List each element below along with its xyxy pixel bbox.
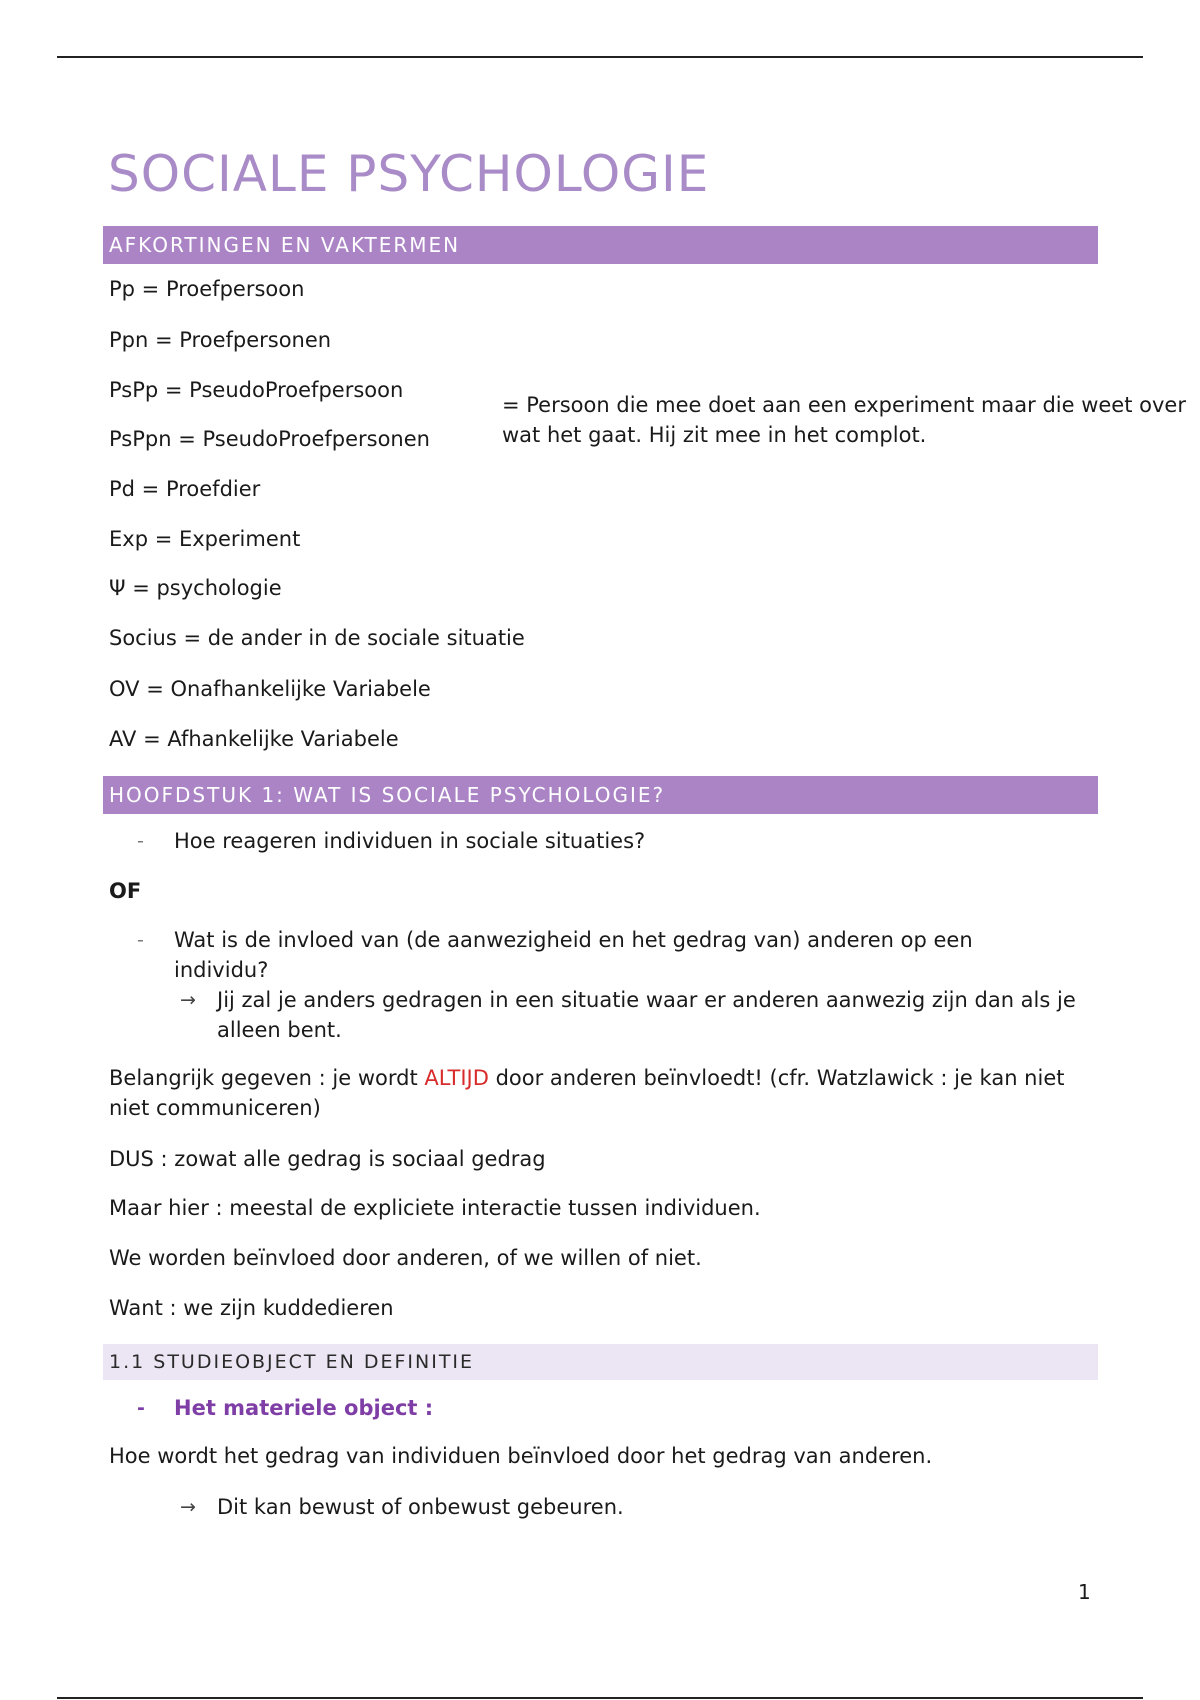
abbrev-exp: Exp = Experiment [109,527,301,551]
hoe-line: Hoe wordt het gedrag van individuen beïnvloed door het gedrag van anderen. [109,1444,933,1468]
abbrev-psppn: PsPpn = PseudoProefpersonen [109,427,430,451]
dus-line: DUS : zowat alle gedrag is sociaal gedrag [109,1147,546,1171]
question-1: Hoe reageren individuen in sociale situaties? [174,829,646,853]
or-label: OF [109,879,142,903]
abbrev-pspp: PsPp = PseudoProefpersoon [109,378,404,402]
maar-line: Maar hier : meestal de expliciete interactie tussen individuen. [109,1196,761,1220]
important-post: door anderen beïnvloedt! (cfr. Watzlawick : je kan niet niet communiceren) [109,1066,1065,1120]
section-heading-abbreviations: AFKORTINGEN EN VAKTERMEN [103,226,1098,264]
materiele-object-label: Het materiele object : [174,1396,434,1420]
section-heading-chapter1: HOOFDSTUK 1: WAT IS SOCIALE PSYCHOLOGIE? [103,776,1098,814]
abbrev-ov: OV = Onafhankelijke Variabele [109,677,431,701]
important-paragraph [109,1063,1099,1123]
bullet-dash-1: - [137,830,144,852]
question-2: Wat is de invloed van (de aanwezigheid en het gedrag van) anderen op een individu? [174,928,973,982]
we-line: We worden beïnvloed door anderen, of we willen of niet. [109,1246,702,1270]
arrow-icon-2: → [180,1496,196,1518]
bullet-dash-3: - [137,1397,145,1419]
abbrev-pd: Pd = Proefdier [109,477,261,501]
abbrev-pp: Pp = Proefpersoon [109,277,305,301]
arrow-icon-1: → [180,989,196,1011]
document-title: SOCIALE PSYCHOLOGIE [108,145,710,203]
abbrev-socius: Socius = de ander in de sociale situatie [109,626,525,650]
abbrev-psi: Ψ = psychologie [109,576,282,600]
bottom-rule [57,1697,1143,1699]
abbrev-av: AV = Afhankelijke Variabele [109,727,399,751]
page-number: 1 [1078,1580,1091,1604]
want-line: Want : we zijn kuddedieren [109,1296,394,1320]
bullet-dash-2: - [137,929,144,951]
arrow-note-1: Jij zal je anders gedragen in een situatie waar er anderen aanwezig zijn dan als je alleen bent. [217,988,1076,1042]
top-rule [57,56,1143,58]
important-emphasis: ALTIJD [424,1066,489,1090]
subsection-heading-1-1: 1.1 STUDIEOBJECT EN DEFINITIE [103,1344,1098,1380]
abbrev-ppn: Ppn = Proefpersonen [109,328,332,352]
arrow-note-2: Dit kan bewust of onbewust gebeuren. [217,1495,624,1519]
important-pre: Belangrijk gegeven : je wordt [109,1066,425,1090]
pseudo-definition-note: = Persoon die mee doet aan een experiment maar die weet over wat het gaat. Hij zit mee in het complot. [502,393,1186,447]
